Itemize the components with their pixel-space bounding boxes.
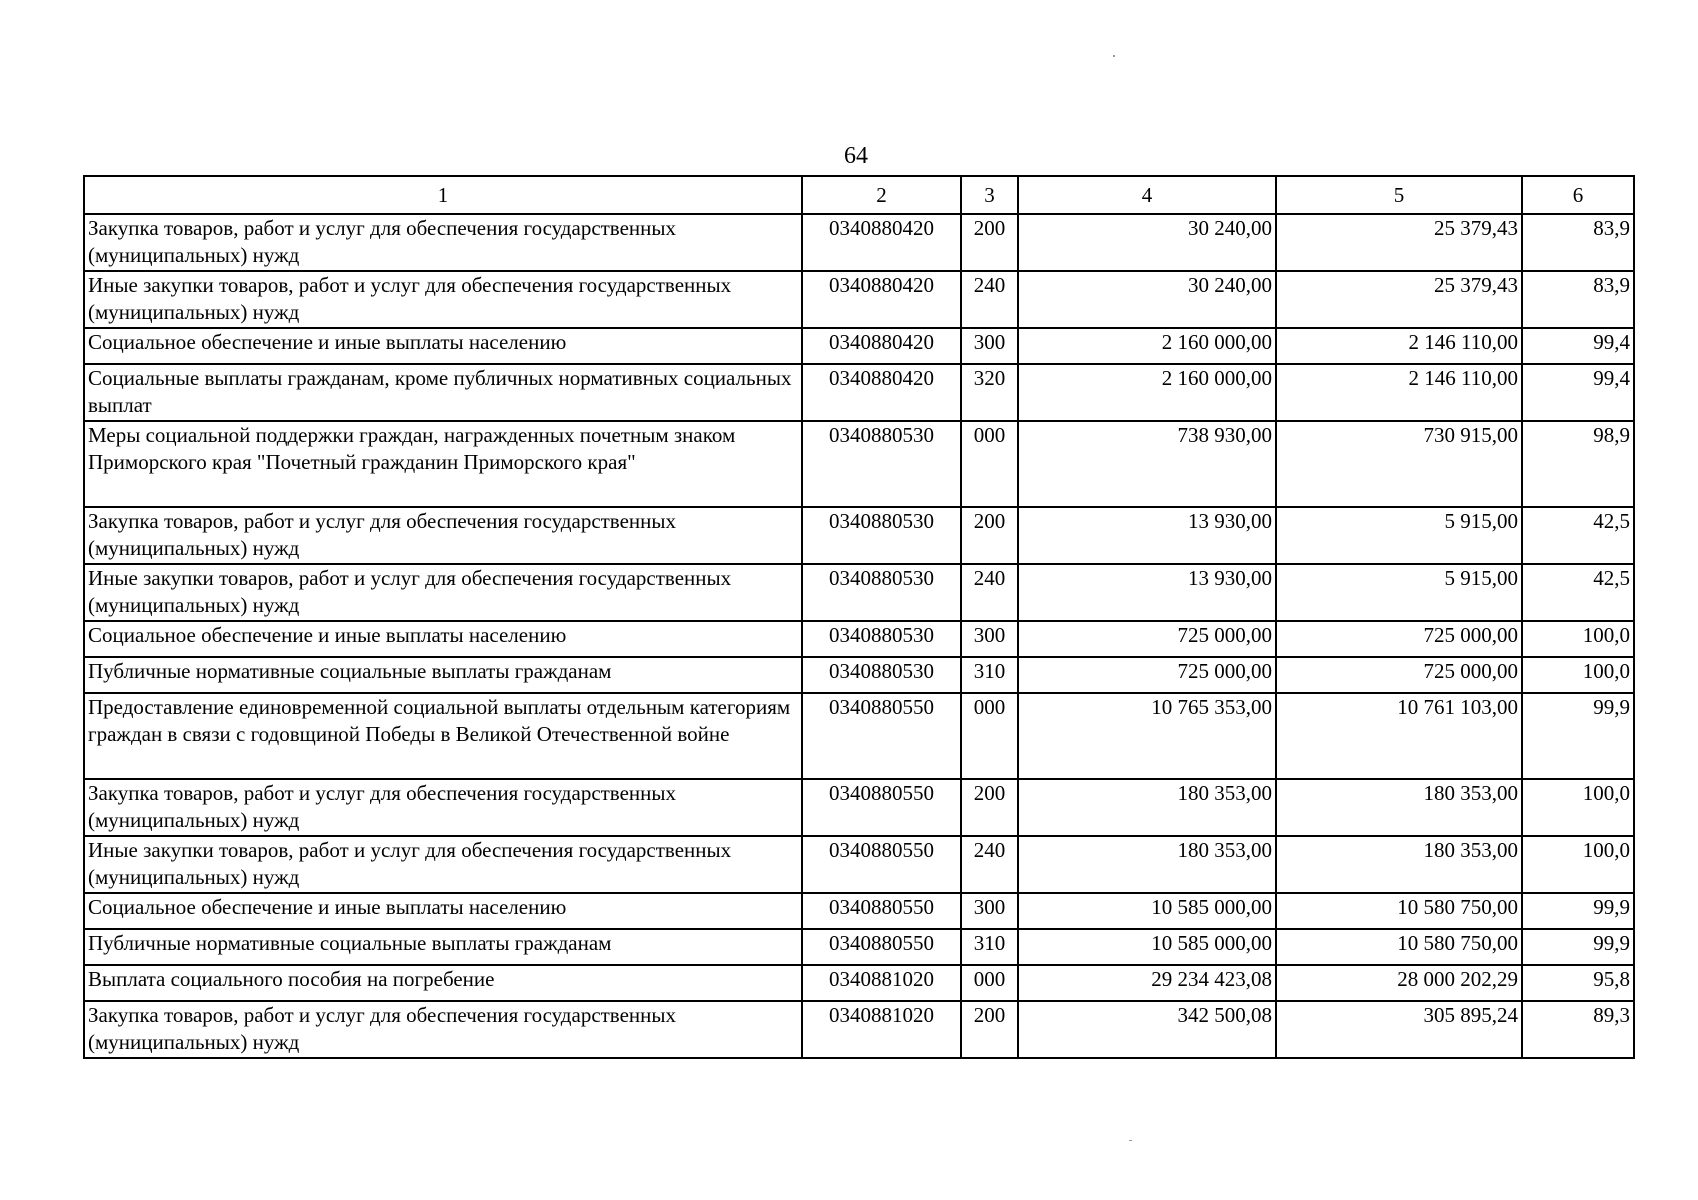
- row-plan-cell: 30 240,00: [1018, 271, 1276, 328]
- table-row: [84, 893, 1634, 929]
- row-percent-cell: 99,4: [1522, 364, 1634, 421]
- row-code-cell: 0340880420: [802, 271, 961, 328]
- row-name-cell: Социальное обеспечение и иные выплаты населению: [84, 328, 802, 364]
- row-fact-cell: 730 915,00: [1276, 421, 1522, 507]
- row-name-cell: Публичные нормативные социальные выплаты гражданам: [84, 657, 802, 693]
- row-fact-cell: 180 353,00: [1276, 779, 1522, 836]
- row-percent-cell: 100,0: [1522, 621, 1634, 657]
- row-code-cell: 0340880550: [802, 836, 961, 893]
- row-fact-cell: 10 580 750,00: [1276, 893, 1522, 929]
- column-header: 3: [961, 176, 1018, 214]
- row-code-cell: 0340880550: [802, 693, 961, 779]
- row-name-cell: Публичные нормативные социальные выплаты гражданам: [84, 929, 802, 965]
- table-row: [84, 929, 1634, 965]
- row-fact-cell: 25 379,43: [1276, 271, 1522, 328]
- row-expense-type-cell: 000: [961, 693, 1018, 779]
- row-fact-cell: 2 146 110,00: [1276, 328, 1522, 364]
- column-header: 1: [84, 176, 802, 214]
- row-fact-cell: 10 761 103,00: [1276, 693, 1522, 779]
- table-row: [84, 421, 1634, 507]
- table-body: [84, 214, 1634, 1058]
- row-name-cell: Иные закупки товаров, работ и услуг для обеспечения государственных (муниципальных) нужд: [84, 836, 802, 893]
- row-expense-type-cell: 200: [961, 507, 1018, 564]
- row-code-cell: 0340880530: [802, 564, 961, 621]
- row-expense-type-cell: 320: [961, 364, 1018, 421]
- row-percent-cell: 100,0: [1522, 657, 1634, 693]
- table-row: [84, 779, 1634, 836]
- row-name-cell: Закупка товаров, работ и услуг для обеспечения государственных (муниципальных) нужд: [84, 779, 802, 836]
- row-expense-type-cell: 240: [961, 564, 1018, 621]
- budget-execution-table: [83, 175, 1635, 1059]
- row-plan-cell: 2 160 000,00: [1018, 328, 1276, 364]
- row-name-cell: Закупка товаров, работ и услуг для обеспечения государственных (муниципальных) нужд: [84, 214, 802, 271]
- row-plan-cell: 13 930,00: [1018, 507, 1276, 564]
- page-number: 64: [844, 143, 868, 169]
- row-name-cell: Выплата социального пособия на погребение: [84, 965, 802, 1001]
- row-percent-cell: 42,5: [1522, 564, 1634, 621]
- row-name-cell: Социальное обеспечение и иные выплаты населению: [84, 621, 802, 657]
- row-plan-cell: 725 000,00: [1018, 621, 1276, 657]
- row-plan-cell: 13 930,00: [1018, 564, 1276, 621]
- row-plan-cell: 10 585 000,00: [1018, 893, 1276, 929]
- row-fact-cell: 180 353,00: [1276, 836, 1522, 893]
- row-plan-cell: 180 353,00: [1018, 779, 1276, 836]
- row-code-cell: 0340880550: [802, 893, 961, 929]
- table-row: [84, 364, 1634, 421]
- table-row: [84, 657, 1634, 693]
- row-code-cell: 0340880530: [802, 657, 961, 693]
- row-code-cell: 0340881020: [802, 965, 961, 1001]
- row-code-cell: 0340880420: [802, 364, 961, 421]
- row-name-cell: Социальное обеспечение и иные выплаты населению: [84, 893, 802, 929]
- row-fact-cell: 10 580 750,00: [1276, 929, 1522, 965]
- row-plan-cell: 29 234 423,08: [1018, 965, 1276, 1001]
- table-row: [84, 836, 1634, 893]
- row-percent-cell: 99,4: [1522, 328, 1634, 364]
- row-name-cell: Иные закупки товаров, работ и услуг для обеспечения государственных (муниципальных) нужд: [84, 271, 802, 328]
- row-percent-cell: 83,9: [1522, 214, 1634, 271]
- table-row: [84, 507, 1634, 564]
- row-fact-cell: 28 000 202,29: [1276, 965, 1522, 1001]
- row-expense-type-cell: 240: [961, 836, 1018, 893]
- table-row: [84, 564, 1634, 621]
- table-row: [84, 214, 1634, 271]
- table-row: [84, 271, 1634, 328]
- column-header: 2: [802, 176, 961, 214]
- row-expense-type-cell: 300: [961, 328, 1018, 364]
- table-row: [84, 1001, 1634, 1058]
- row-name-cell: Меры социальной поддержки граждан, награжденных почетным знаком Приморского края "Почетный гражданин Приморского края": [84, 421, 802, 507]
- row-fact-cell: 25 379,43: [1276, 214, 1522, 271]
- row-expense-type-cell: 000: [961, 965, 1018, 1001]
- row-plan-cell: 342 500,08: [1018, 1001, 1276, 1058]
- row-name-cell: Закупка товаров, работ и услуг для обеспечения государственных (муниципальных) нужд: [84, 507, 802, 564]
- row-percent-cell: 89,3: [1522, 1001, 1634, 1058]
- table-header-row: [84, 176, 1634, 214]
- row-code-cell: 0340880530: [802, 621, 961, 657]
- row-fact-cell: 5 915,00: [1276, 564, 1522, 621]
- row-plan-cell: 725 000,00: [1018, 657, 1276, 693]
- scan-speck: [1129, 1140, 1132, 1141]
- row-fact-cell: 725 000,00: [1276, 657, 1522, 693]
- scan-speck: [1113, 55, 1115, 57]
- column-header: 5: [1276, 176, 1522, 214]
- row-percent-cell: 100,0: [1522, 779, 1634, 836]
- column-header: 6: [1522, 176, 1634, 214]
- column-header: 4: [1018, 176, 1276, 214]
- row-percent-cell: 95,8: [1522, 965, 1634, 1001]
- row-percent-cell: 99,9: [1522, 893, 1634, 929]
- row-code-cell: 0340880420: [802, 328, 961, 364]
- row-percent-cell: 98,9: [1522, 421, 1634, 507]
- row-code-cell: 0340880530: [802, 507, 961, 564]
- table-row: [84, 965, 1634, 1001]
- row-code-cell: 0340881020: [802, 1001, 961, 1058]
- row-code-cell: 0340880530: [802, 421, 961, 507]
- row-plan-cell: 30 240,00: [1018, 214, 1276, 271]
- table-row: [84, 621, 1634, 657]
- row-percent-cell: 99,9: [1522, 693, 1634, 779]
- row-name-cell: Закупка товаров, работ и услуг для обеспечения государственных (муниципальных) нужд: [84, 1001, 802, 1058]
- row-percent-cell: 99,9: [1522, 929, 1634, 965]
- row-expense-type-cell: 300: [961, 893, 1018, 929]
- row-expense-type-cell: 300: [961, 621, 1018, 657]
- row-percent-cell: 42,5: [1522, 507, 1634, 564]
- row-fact-cell: 5 915,00: [1276, 507, 1522, 564]
- row-name-cell: Социальные выплаты гражданам, кроме публичных нормативных социальных выплат: [84, 364, 802, 421]
- row-plan-cell: 10 585 000,00: [1018, 929, 1276, 965]
- row-expense-type-cell: 200: [961, 1001, 1018, 1058]
- row-plan-cell: 10 765 353,00: [1018, 693, 1276, 779]
- table-row: [84, 693, 1634, 779]
- row-percent-cell: 100,0: [1522, 836, 1634, 893]
- row-percent-cell: 83,9: [1522, 271, 1634, 328]
- row-expense-type-cell: 240: [961, 271, 1018, 328]
- row-fact-cell: 2 146 110,00: [1276, 364, 1522, 421]
- row-name-cell: Предоставление единовременной социальной выплаты отдельным категориям граждан в связи с годовщиной Победы в Великой Отечественной войне: [84, 693, 802, 779]
- row-code-cell: 0340880550: [802, 929, 961, 965]
- row-fact-cell: 305 895,24: [1276, 1001, 1522, 1058]
- row-code-cell: 0340880420: [802, 214, 961, 271]
- row-plan-cell: 2 160 000,00: [1018, 364, 1276, 421]
- row-expense-type-cell: 310: [961, 657, 1018, 693]
- row-expense-type-cell: 310: [961, 929, 1018, 965]
- row-plan-cell: 738 930,00: [1018, 421, 1276, 507]
- row-expense-type-cell: 200: [961, 779, 1018, 836]
- table-row: [84, 328, 1634, 364]
- row-fact-cell: 725 000,00: [1276, 621, 1522, 657]
- row-name-cell: Иные закупки товаров, работ и услуг для обеспечения государственных (муниципальных) нужд: [84, 564, 802, 621]
- row-expense-type-cell: 000: [961, 421, 1018, 507]
- row-plan-cell: 180 353,00: [1018, 836, 1276, 893]
- row-code-cell: 0340880550: [802, 779, 961, 836]
- row-expense-type-cell: 200: [961, 214, 1018, 271]
